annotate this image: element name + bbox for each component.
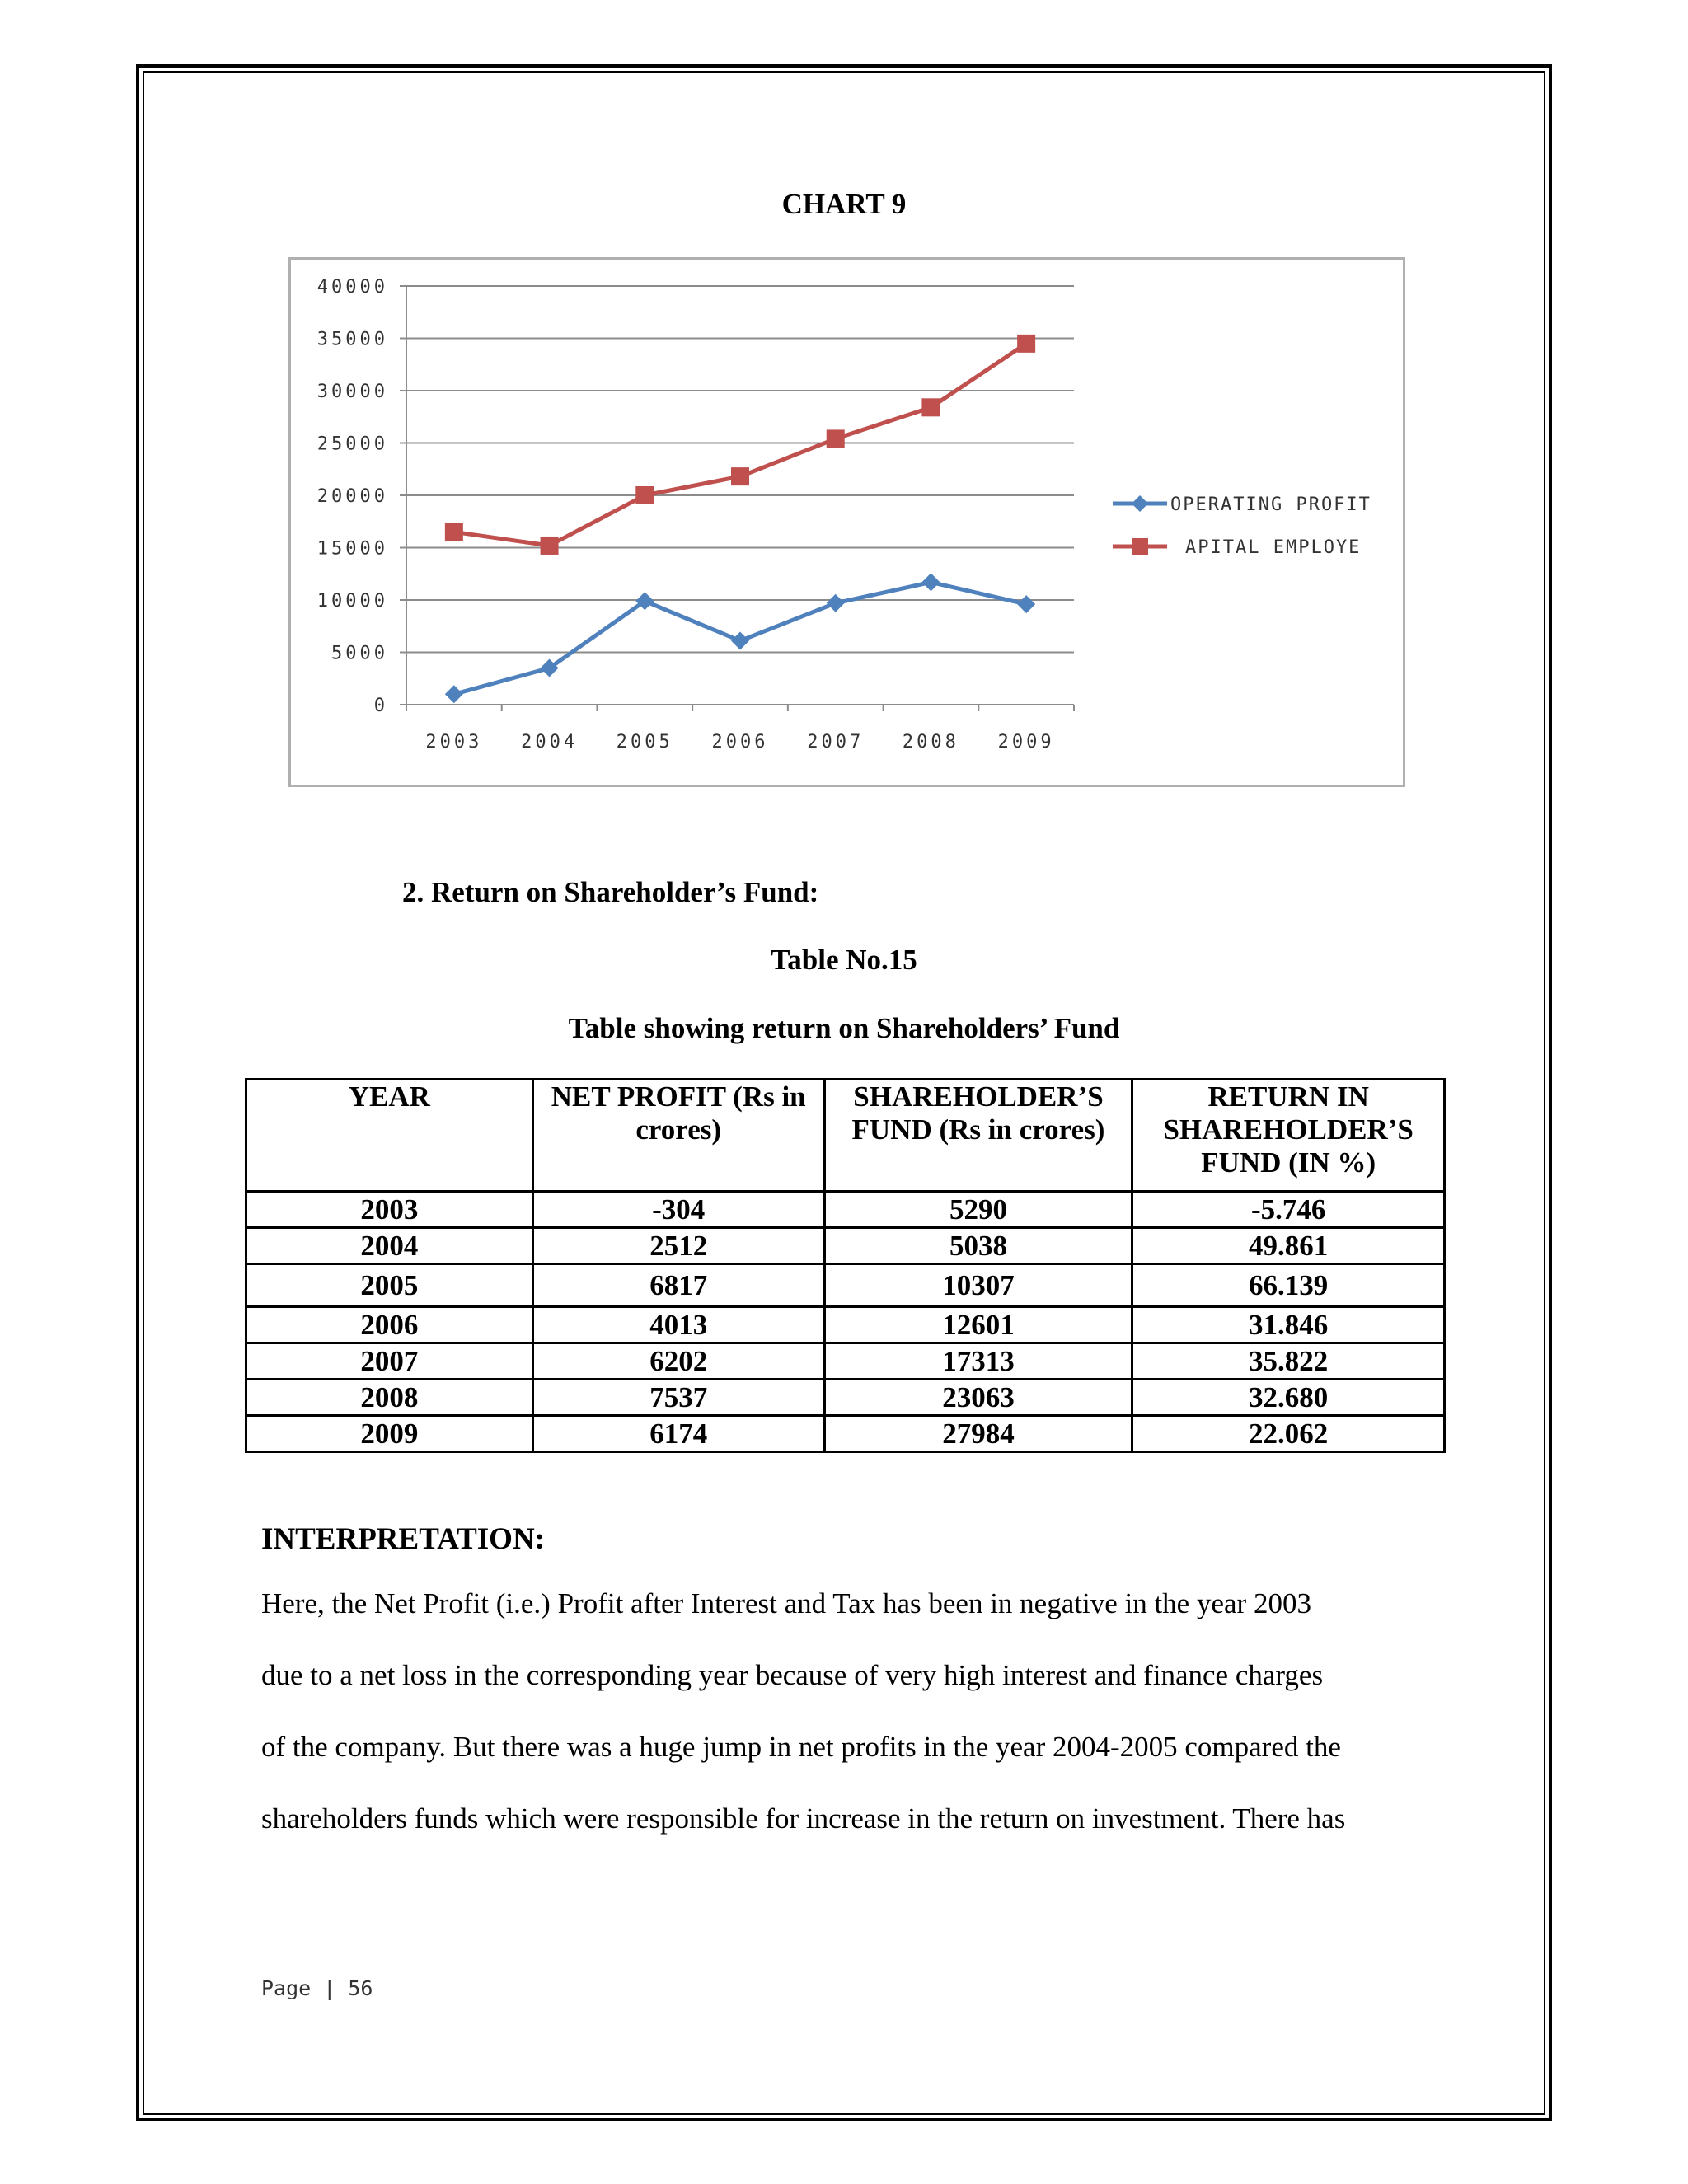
cell-net-profit: 6817 xyxy=(532,1264,824,1307)
legend-marker xyxy=(1132,538,1148,555)
cell-year: 2009 xyxy=(246,1416,533,1452)
table-row xyxy=(246,1416,1445,1452)
chart-title: CHART 9 xyxy=(781,188,907,220)
cell-return: 31.846 xyxy=(1132,1307,1445,1343)
cell-return: 35.822 xyxy=(1132,1343,1445,1380)
data-point-marker xyxy=(1017,335,1035,353)
x-tick-label: 2005 xyxy=(616,732,673,752)
y-tick-label: 0 xyxy=(373,696,388,716)
cell-net-profit: 7537 xyxy=(532,1380,824,1416)
y-tick-label: 5000 xyxy=(331,643,388,664)
data-point-marker xyxy=(541,537,559,555)
cell-shareholders-fund: 23063 xyxy=(824,1380,1132,1416)
y-tick-label: 20000 xyxy=(316,486,388,507)
cell-net-profit: 4013 xyxy=(532,1307,824,1343)
data-point-marker xyxy=(921,573,940,591)
cell-shareholders-fund: 27984 xyxy=(824,1416,1132,1452)
x-tick-label: 2007 xyxy=(807,732,865,752)
cell-return: 49.861 xyxy=(1132,1228,1445,1264)
data-point-marker xyxy=(731,467,749,485)
data-point-marker xyxy=(445,685,463,703)
x-tick-label: 2008 xyxy=(902,732,959,752)
cell-shareholders-fund: 17313 xyxy=(824,1343,1132,1380)
cell-year: 2006 xyxy=(246,1307,533,1343)
cell-shareholders-fund: 10307 xyxy=(824,1264,1132,1307)
cell-shareholders-fund: 12601 xyxy=(824,1307,1132,1343)
table-header-row xyxy=(246,1080,1445,1192)
x-tick-label: 2006 xyxy=(711,732,769,752)
table-row xyxy=(246,1307,1445,1343)
cell-net-profit: 6202 xyxy=(532,1343,824,1380)
y-tick-label: 15000 xyxy=(316,538,388,560)
cell-net-profit: 6174 xyxy=(532,1416,824,1452)
cell-net-profit: 2512 xyxy=(532,1228,824,1264)
x-tick-label: 2004 xyxy=(521,732,579,752)
cell-shareholders-fund: 5038 xyxy=(824,1228,1132,1264)
section-heading: 2. Return on Shareholder’s Fund: xyxy=(402,876,819,908)
header-net-profit: NET PROFIT (Rs in crores) xyxy=(532,1080,824,1192)
page-number: Page | 56 xyxy=(261,1976,373,2000)
cell-return: -5.746 xyxy=(1132,1192,1445,1228)
cell-return: 32.680 xyxy=(1132,1380,1445,1416)
legend-label: APITAL EMPLOYE xyxy=(1185,537,1362,558)
cell-year: 2007 xyxy=(246,1343,533,1380)
table-number: Table No.15 xyxy=(771,944,917,976)
header-shareholders-fund: SHAREHOLDER’S FUND (Rs in crores) xyxy=(824,1080,1132,1192)
table-caption: Table showing return on Shareholders’ Fund xyxy=(568,1012,1120,1044)
data-point-marker xyxy=(921,398,940,416)
data-point-marker xyxy=(731,632,749,650)
data-point-marker xyxy=(827,594,845,612)
cell-year: 2004 xyxy=(246,1228,533,1264)
y-tick-label: 10000 xyxy=(316,591,388,612)
cell-return: 22.062 xyxy=(1132,1416,1445,1452)
y-tick-label: 25000 xyxy=(316,434,388,455)
x-tick-label: 2003 xyxy=(425,732,483,752)
y-tick-label: 40000 xyxy=(316,277,388,298)
table-row xyxy=(246,1228,1445,1264)
interpretation-line: shareholders funds which were responsible for increase in the return on investment. There has xyxy=(261,1802,1346,1835)
line-chart xyxy=(288,257,1405,787)
series-line xyxy=(454,344,1026,546)
header-return: RETURN IN SHAREHOLDER’S FUND (IN %) xyxy=(1132,1080,1445,1192)
cell-year: 2008 xyxy=(246,1380,533,1416)
data-point-marker xyxy=(635,486,654,504)
data-point-marker xyxy=(827,429,845,448)
cell-shareholders-fund: 5290 xyxy=(824,1192,1132,1228)
interpretation-heading: INTERPRETATION: xyxy=(261,1522,546,1556)
y-tick-label: 35000 xyxy=(316,329,388,350)
interpretation-line: Here, the Net Profit (i.e.) Profit after Interest and Tax has been in negative in the year 2003 xyxy=(261,1587,1311,1619)
table-row xyxy=(246,1380,1445,1416)
interpretation-line: due to a net loss in the corresponding year because of very high interest and finance charges xyxy=(261,1659,1324,1691)
table-row xyxy=(246,1264,1445,1307)
data-point-marker xyxy=(1017,595,1035,613)
data-point-marker xyxy=(445,523,463,541)
y-tick-label: 30000 xyxy=(316,382,388,402)
header-year: YEAR xyxy=(246,1080,533,1192)
cell-return: 66.139 xyxy=(1132,1264,1445,1307)
legend-label: OPERATING PROFIT xyxy=(1170,494,1372,515)
interpretation-line: of the company. But there was a huge jump in net profits in the year 2004-2005 compared the xyxy=(261,1731,1341,1763)
cell-year: 2005 xyxy=(246,1264,533,1307)
table-row xyxy=(246,1343,1445,1380)
cell-net-profit: -304 xyxy=(532,1192,824,1228)
chart-canvas xyxy=(291,260,1403,785)
return-on-shareholders-fund-table xyxy=(245,1078,1446,1453)
table-row xyxy=(246,1192,1445,1228)
legend-marker xyxy=(1132,495,1148,512)
x-tick-label: 2009 xyxy=(997,732,1055,752)
cell-year: 2003 xyxy=(246,1192,533,1228)
